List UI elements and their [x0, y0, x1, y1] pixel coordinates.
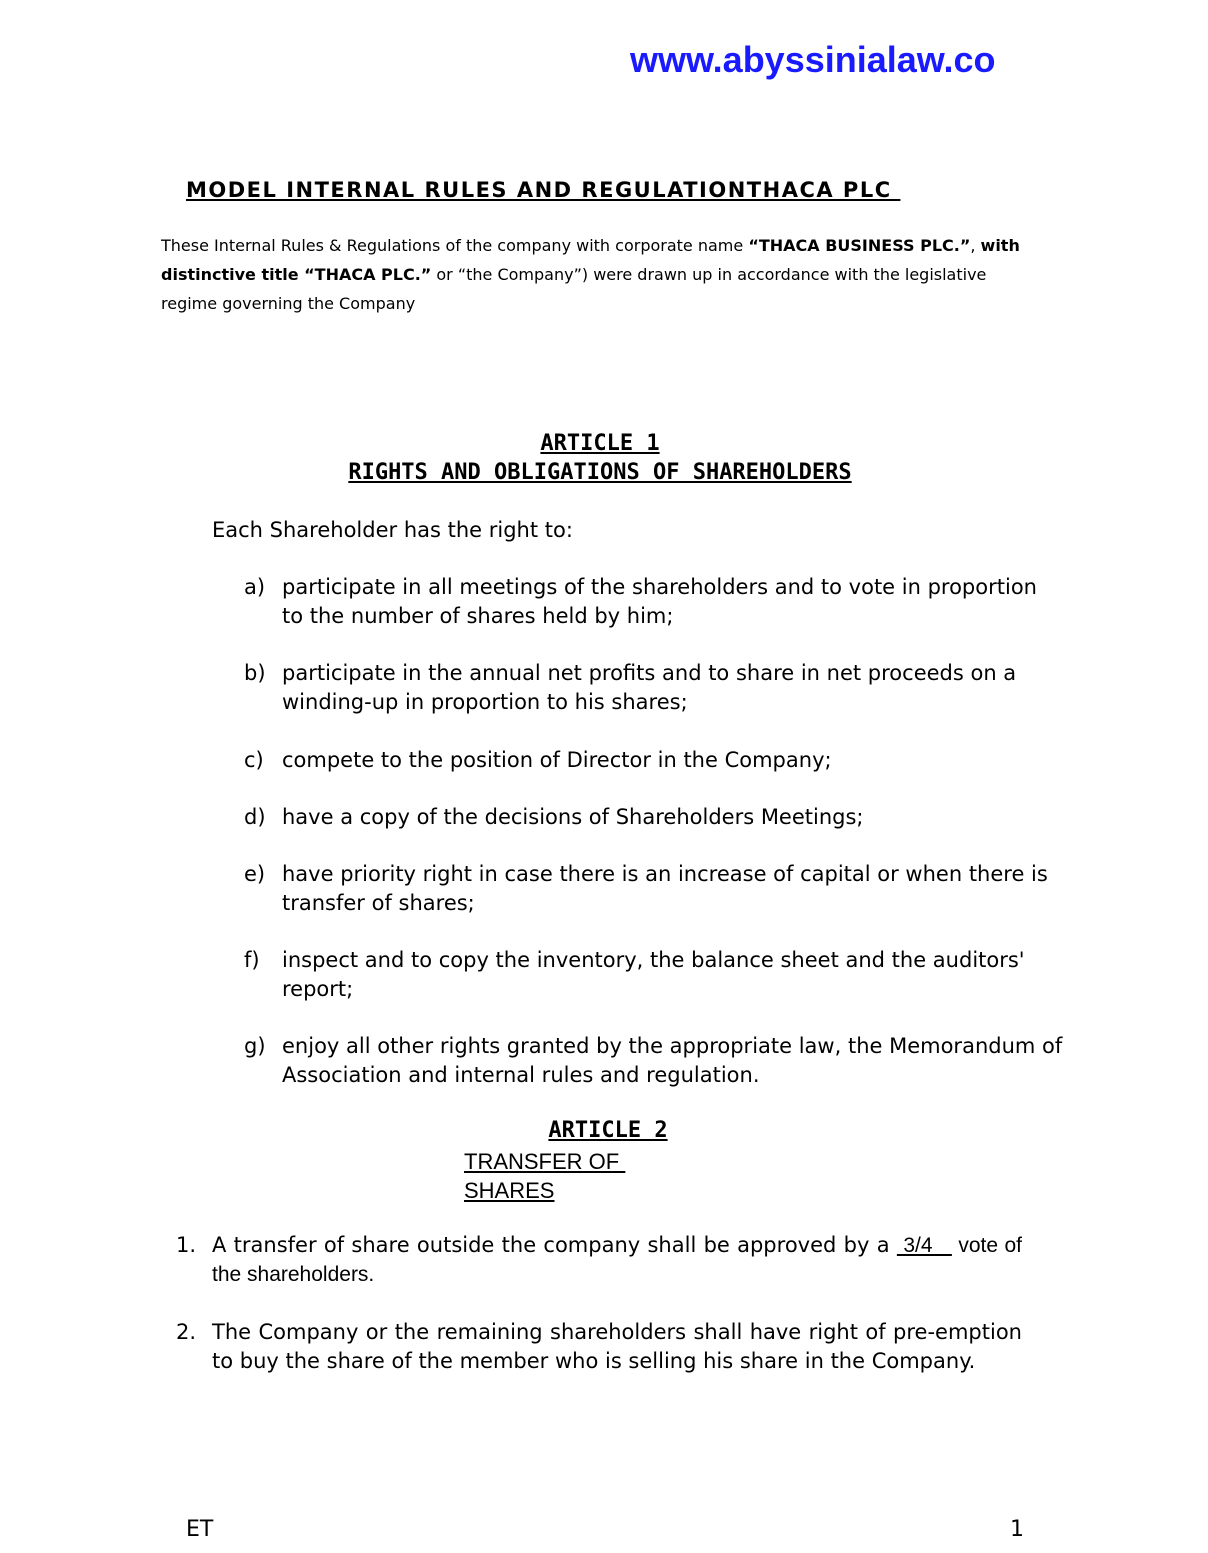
list-item-label: g)	[244, 1034, 266, 1058]
intro-paragraph	[161, 231, 1041, 318]
numbered-item	[176, 1231, 1022, 1289]
list-item-label: d)	[244, 805, 266, 829]
numbered-item-text	[212, 1231, 1022, 1289]
watermark: www.abyssinialaw.co	[630, 39, 996, 80]
list-item	[244, 946, 1064, 1004]
vote-fraction-blank: 3/4	[896, 1234, 952, 1257]
page-number: 1	[1010, 1517, 1024, 1542]
list-item	[244, 746, 1064, 775]
article2-subheading-line1: TRANSFER OF	[464, 1149, 626, 1174]
article1-lead: Each Shareholder has the right to:	[212, 518, 573, 542]
distinctive-label: with distinctive title	[161, 236, 1020, 284]
intro-text-3: or “the Company”) were drawn up in accordance with the legislative regime governing the Company	[161, 265, 987, 313]
list-item-text: have priority right in case there is an increase of capital or when there is transfer of shares;	[282, 862, 1048, 915]
article1-heading: ARTICLE 1	[540, 431, 660, 456]
list-item	[244, 1032, 1064, 1090]
list-item-text: participate in all meetings of the shareholders and to vote in proportion to the number of shares held by him;	[282, 575, 1037, 628]
numbered-item-label: 2.	[176, 1320, 197, 1344]
intro-text-2: ,	[970, 236, 981, 255]
list-item-label: b)	[244, 661, 266, 685]
list-item	[244, 803, 1064, 832]
intro-text-1: These Internal Rules & Regulations of the company with corporate name	[161, 236, 749, 255]
list-item	[244, 659, 1064, 717]
list-item-text: inspect and to copy the inventory, the balance sheet and the auditors' report;	[282, 948, 1025, 1001]
list-item-text: participate in the annual net profits and to share in net proceeds on a winding-up in proportion to his shares;	[282, 661, 1017, 714]
document-title: MODEL INTERNAL RULES AND REGULATIONTHACA PLC	[186, 178, 901, 202]
list-item-label: f)	[244, 948, 260, 972]
numbered-item-text-after: vote of the shareholders.	[212, 1234, 1022, 1286]
list-item-label: c)	[244, 748, 264, 772]
footer-left: ET	[186, 1517, 214, 1542]
article2-subheading-line2: SHARES	[464, 1178, 555, 1203]
list-item-text: compete to the position of Director in the Company;	[282, 748, 832, 772]
list-item-label: a)	[244, 575, 266, 599]
numbered-item-label: 1.	[176, 1233, 197, 1257]
corporate-name: “THACA BUSINESS PLC.”	[748, 236, 971, 255]
list-item	[244, 573, 1064, 631]
list-item-label: e)	[244, 862, 266, 886]
list-item-text: have a copy of the decisions of Shareholders Meetings;	[282, 805, 864, 829]
numbered-item-text: The Company or the remaining shareholders shall have right of pre-emption to buy the share of the member who is selling his share in the Company.	[212, 1320, 1022, 1373]
list-item	[244, 860, 1064, 918]
distinctive-title: “THACA PLC.”	[304, 265, 432, 284]
article1-subheading: RIGHTS AND OBLIGATIONS OF SHAREHOLDERS	[348, 460, 852, 485]
list-item-text: enjoy all other rights granted by the appropriate law, the Memorandum of Association and internal rules and regulation.	[282, 1034, 1063, 1087]
numbered-item	[176, 1318, 1022, 1376]
numbered-item-text-before: A transfer of share outside the company shall be approved by a	[212, 1233, 897, 1257]
article2-heading: ARTICLE 2	[548, 1118, 668, 1143]
